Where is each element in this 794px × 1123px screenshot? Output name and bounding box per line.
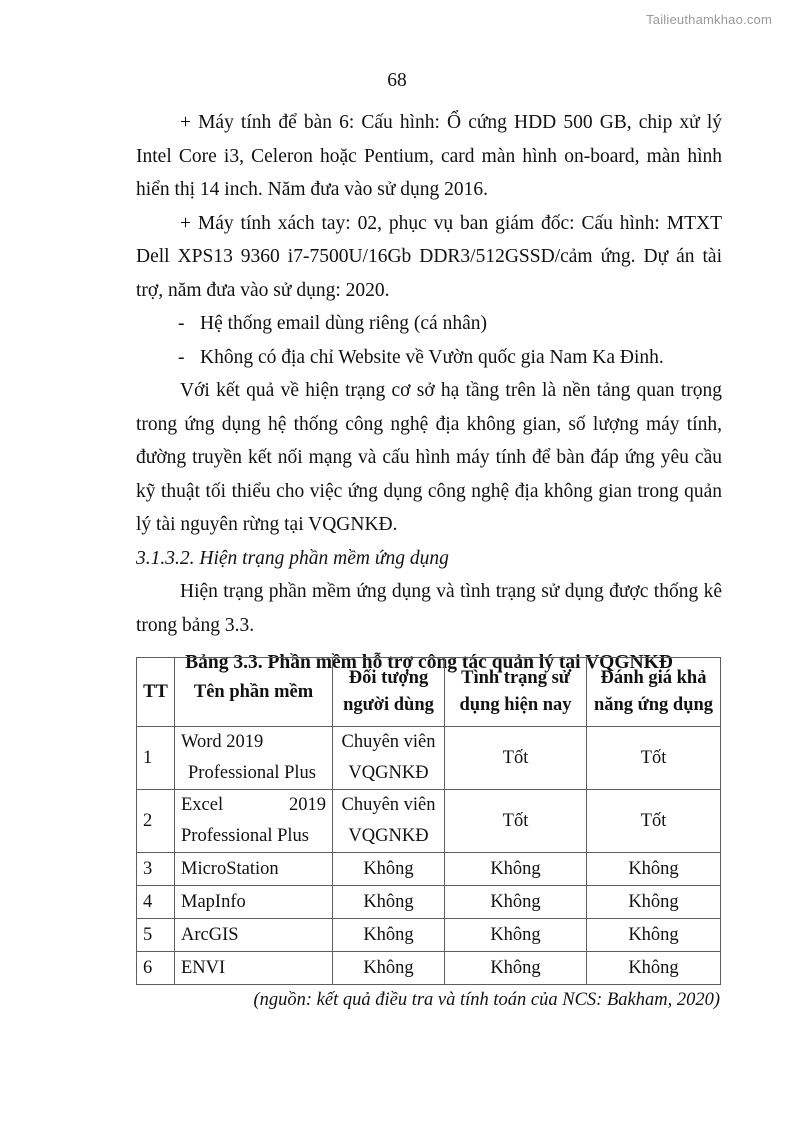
cell-current-usage: Không — [445, 886, 587, 919]
table-row — [137, 919, 721, 952]
cell-application-rating: Không — [587, 952, 721, 985]
cell-user-group-line1: Chuyên viên — [341, 732, 436, 752]
cell-software-name-word1: Excel — [181, 795, 224, 815]
bullet-dash-icon: - — [178, 313, 185, 334]
column-header-user-group-line2: người dùng — [343, 695, 434, 715]
table-source-note: (nguồn: kết quả điều tra và tính toán của NCS: Bakham, 2020) — [253, 990, 720, 1010]
table-row — [137, 790, 721, 853]
cell-current-usage: Không — [445, 919, 587, 952]
cell-application-rating: Tốt — [587, 790, 721, 853]
paragraph-desktop-computers: + Máy tính để bàn 6: Cấu hình: Ổ cứng HDD 500 GB, chip xử lý Intel Core i3, Celeron hoặc Pentium, card màn hình on-board, màn hình hiển thị 14 inch. Năm đưa vào sử dụng 2016. — [136, 112, 722, 200]
column-header-software-name: Tên phần mềm — [175, 658, 333, 727]
cell-software-name: MicroStation — [175, 853, 333, 886]
bullet-dash-icon: - — [178, 346, 185, 368]
cell-user-group: Không — [333, 952, 445, 985]
column-header-application-rating-line2: năng ứng dụng — [593, 695, 714, 715]
page-body — [136, 106, 722, 680]
cell-software-name: ArcGIS — [175, 919, 333, 952]
cell-current-usage: Không — [445, 853, 587, 886]
cell-user-group-line1: Chuyên viên — [341, 795, 436, 815]
cell-software-name-line2: Professional Plus — [181, 826, 309, 846]
cell-application-rating: Không — [587, 919, 721, 952]
list-item — [136, 341, 722, 375]
page-number: 68 — [387, 70, 407, 91]
cell-tt: 1 — [137, 727, 175, 790]
cell-software-name-line1 — [181, 790, 326, 821]
cell-tt: 5 — [137, 919, 175, 952]
cell-current-usage: Không — [445, 952, 587, 985]
cell-user-group: Không — [333, 919, 445, 952]
column-header-current-usage — [445, 658, 587, 727]
cell-application-rating: Không — [587, 886, 721, 919]
column-header-user-group — [333, 658, 445, 727]
cell-software-name — [175, 790, 333, 853]
column-header-application-rating-line1: Đánh giá khả — [600, 668, 707, 688]
column-header-tt: TT — [137, 658, 175, 727]
cell-software-name: ENVI — [175, 952, 333, 985]
cell-current-usage: Tốt — [445, 790, 587, 853]
cell-software-name-word2: 2019 — [289, 795, 326, 815]
table-header — [137, 658, 721, 727]
cell-tt: 6 — [137, 952, 175, 985]
cell-tt: 3 — [137, 853, 175, 886]
cell-user-group-line2: VQGNKĐ — [348, 826, 429, 846]
column-header-current-usage-line1: Tình trạng sử — [461, 668, 570, 688]
table-row — [137, 853, 721, 886]
cell-tt: 4 — [137, 886, 175, 919]
software-table — [136, 657, 721, 985]
list-item-label: Không có địa chỉ Website về Vườn quốc gia Nam Ka Đinh. — [200, 346, 664, 368]
list-item — [136, 307, 722, 341]
cell-software-name — [175, 727, 333, 790]
column-header-user-group-line1: Đối tượng — [348, 668, 429, 688]
section-heading-3-1-3-2: 3.1.3.2. Hiện trạng phần mềm ứng dụng — [136, 547, 449, 569]
site-watermark: Tailieuthamkhao.com — [646, 12, 772, 27]
table-body — [137, 727, 721, 985]
cell-application-rating: Tốt — [587, 727, 721, 790]
table-row — [137, 886, 721, 919]
cell-software-name-line2: Professional Plus — [188, 763, 316, 783]
cell-application-rating: Không — [587, 853, 721, 886]
paragraph-software-status-intro: Hiện trạng phần mềm ứng dụng và tình trạng sử dụng được thống kê trong bảng 3.3. — [136, 581, 722, 636]
list-item-label: Hệ thống email dùng riêng (cá nhân) — [200, 313, 487, 334]
cell-user-group: Không — [333, 886, 445, 919]
paragraph-infrastructure-summary: Với kết quả về hiện trạng cơ sở hạ tầng trên là nền tảng quan trọng trong ứng dụng hệ thống công nghệ địa không gian, số lượng máy tính, đường truyền kết nối mạng và cấu hình máy tính để bàn đáp ứng yêu cầu kỹ thuật tối thiểu cho việc ứng dụng công nghệ địa không gian trong quản lý tài nguyên rừng tại VQGNKĐ. — [136, 380, 722, 535]
cell-tt: 2 — [137, 790, 175, 853]
cell-software-name-line1: Word 2019 — [181, 732, 264, 752]
infrastructure-bullet-list — [136, 307, 722, 374]
table-header-row — [137, 658, 721, 727]
paragraph-laptops: + Máy tính xách tay: 02, phục vụ ban giám đốc: Cấu hình: MTXT Dell XPS13 9360 i7-7500U/16Gb DDR3/512GSSD/cảm ứng. Dự án tài trợ, năm đưa vào sử dụng: 2020. — [136, 212, 722, 301]
cell-user-group-line2: VQGNKĐ — [348, 763, 429, 783]
cell-user-group — [333, 790, 445, 853]
table-row — [137, 727, 721, 790]
table-row — [137, 952, 721, 985]
cell-current-usage: Tốt — [445, 727, 587, 790]
cell-software-name: MapInfo — [175, 886, 333, 919]
table-caption: Bảng 3.3. Phần mềm hỗ trợ công tác quản lý tại VQGNKĐ — [185, 652, 673, 673]
column-header-application-rating — [587, 658, 721, 727]
cell-user-group: Không — [333, 853, 445, 886]
column-header-current-usage-line2: dụng hiện nay — [459, 695, 572, 715]
software-table-wrapper — [136, 657, 720, 985]
cell-user-group — [333, 727, 445, 790]
